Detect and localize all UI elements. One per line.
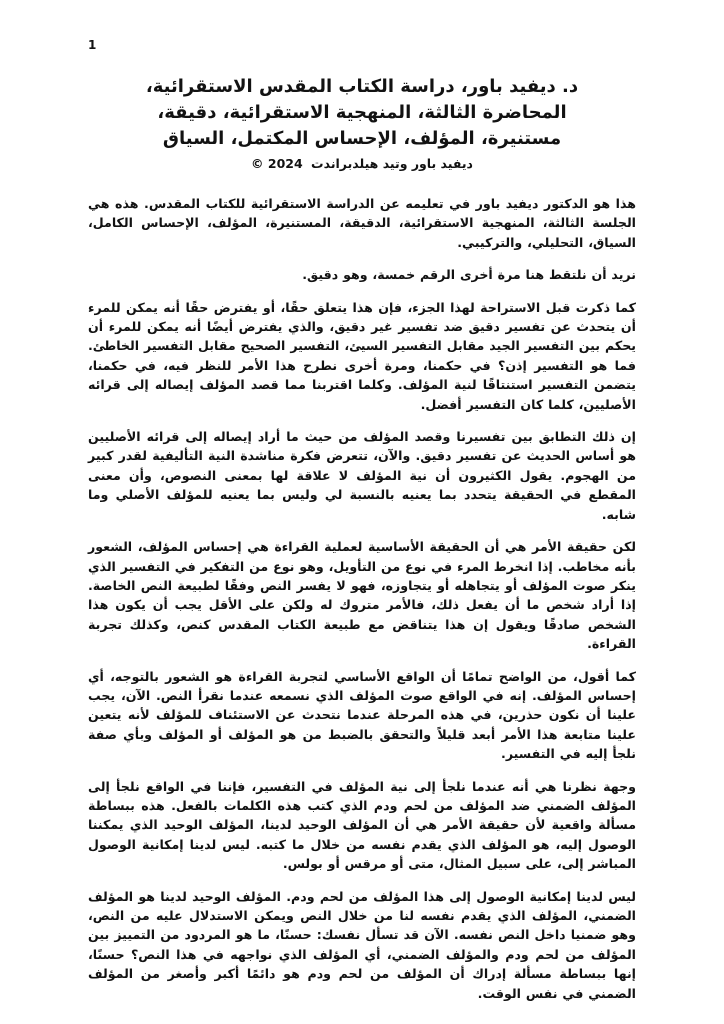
paragraph: كما أقول، من الواضح تمامًا أن الواقع الأساسي لتجربة القراءة هو الشعور بالتوجه، أي إحساس المؤلف. إنه في الواقع صوت المؤلف الذي نسمعه عندما نقرأ النص. الآن، يجب علينا أن نكون حذرين، في هذه المرحلة عندما نتحدث عن الاستئناف للمؤلف لأنه يتعين علينا متابعة هذا الأمر أبعد قليلاً والتحقق بالضبط من هو المؤلف أو المؤلف وبأي صفة نلجأ إليه في التفسير. — [88, 668, 636, 762]
paragraph: كما ذكرت قبل الاستراحة لهذا الجزء، فإن هذا يتعلق حقًا، أو يفترض حقًا أنه يمكن للمرء أن يتحدث عن تفسير دقيق ضد تفسير غير دقيق، والذي يفترض أيضًا أنه يمكن للمرء أن يحكم بين التفسير الجيد مقابل التفسير السيئ، التفسير الصحيح مقابل التفسير الخاطئ. فما هو التفسير إذن؟ في حكمنا، ومرة أخرى نطرح هذا الأمر للنظر فيه، في حكمنا، يتضمن التفسير استنتاقًا لنية المؤلف. وكلما اقتربنا مما قصد المؤلف إيصاله إلى قرائه الأصليين، كلما كان التفسير أفضل. — [88, 299, 636, 412]
paragraph: نريد أن نلتقط هنا مرة أخرى الرقم خمسة، وهو دقيق. — [302, 267, 636, 283]
title-line-2: المحاضرة الثالثة، المنهجية الاستقرائية، دقيقة، — [157, 102, 567, 123]
title-line-1: د. ديفيد باور، دراسة الكتاب المقدس الاستقرائية، — [145, 76, 579, 97]
title-line-3: مستنيرة، المؤلف، الإحساس المكتمل، السياق — [162, 128, 562, 149]
paragraph: ليس لدينا إمكانية الوصول إلى هذا المؤلف من لحم ودم. المؤلف الوحيد لدينا هو المؤلف الضمني، المؤلف الذي يقدم نفسه لنا من خلال النص ويمكن الاستدلال عليه من النص، وهو ضمنيا داخل النص نفسه. الآن قد تسأل نفسك: حسنًا، ما هو المردود من التمييز بين المؤلف من لحم ودم والمؤلف الضمني، أي المؤلف الذي نواجهه في هذا النص؟ حسنًا، إنها ببساطة مسألة إدراك أن المؤلف من لحم ودم هو دائمًا أكبر وأصغر من المؤلف الضمني في نفس الوقت. — [88, 888, 636, 1001]
document-body — [88, 194, 636, 1003]
paragraph: هذا هو الدكتور ديفيد باور في تعليمه عن الدراسة الاستقرائية للكتاب المقدس. هذه هي الجلسة الثالثة، المنهجية الاستقرائية، الدقيقة، المستنيرة، المؤلف، الإحساس الكامل، السياق، التحليلي، والتركيبي. — [88, 196, 636, 250]
copyright-authors: ديفيد باور وتيد هيلدبراندت — [311, 156, 473, 171]
document-title — [88, 74, 636, 174]
copyright-year: © 2024 — [251, 156, 303, 171]
paragraph: إن ذلك التطابق بين تفسيرنا وقصد المؤلف من حيث ما أراد إيصاله إلى قرائه الأصليين هو أساس الحديث عن تفسير دقيق. والآن، تتعرض فكرة مناشدة النية التأليفية لقدر كبير من الهجوم. يقول الكثيرون أن نية المؤلف لا علاقة لها بمعنى النصوص، وأن معنى المقطع في الحقيقة يتحدد بما يعنيه بالنسبة لي وليس بما يعنيه للمؤلف الأصلي وما شابه. — [88, 429, 636, 522]
page-number: 1 — [88, 38, 97, 52]
paragraph: وجهة نظرنا هي أنه عندما نلجأ إلى نية المؤلف في التفسير، فإننا في الواقع نلجأ إلى المؤلف الضمني ضد المؤلف من لحم ودم الذي كتب هذه الكلمات بالفعل. هذه ببساطة مسألة واقعية لأن حقيقة الأمر هي أن المؤلف الوحيد لدينا، المؤلف الوحيد الذي يمكننا الوصول إليه، هو المؤلف الذي يقدم نفسه من خلال ما كتبه. ليس لدينا إمكانية الوصول المباشر إلى، على سبيل المثال، متى أو مرقس أو بولس. — [88, 778, 636, 872]
copyright-line — [88, 154, 636, 174]
paragraph: لكن حقيقة الأمر هي أن الحقيقة الأساسية لعملية القراءة هي إحساس المؤلف، الشعور بأنه مخاطب. إذا انخرط المرء في نوع من التأويل، وهو نوع من التفكير في التفسير الذي ينكر صوت المؤلف أو يتجاهله أو يتجاوزه، فهو لا يفسر النص وفقًا لطبيعة النص الخاصة. إذا أراد شخص ما أن يفعل ذلك، فالأمر متروك له ولكن على الأقل يجب أن يكون هذا الشخص صادقًا ويقول إن هذا يتناقض مع طبيعة الكتاب المقدس كنص، وكذلك تجربة القراءة. — [88, 539, 636, 652]
